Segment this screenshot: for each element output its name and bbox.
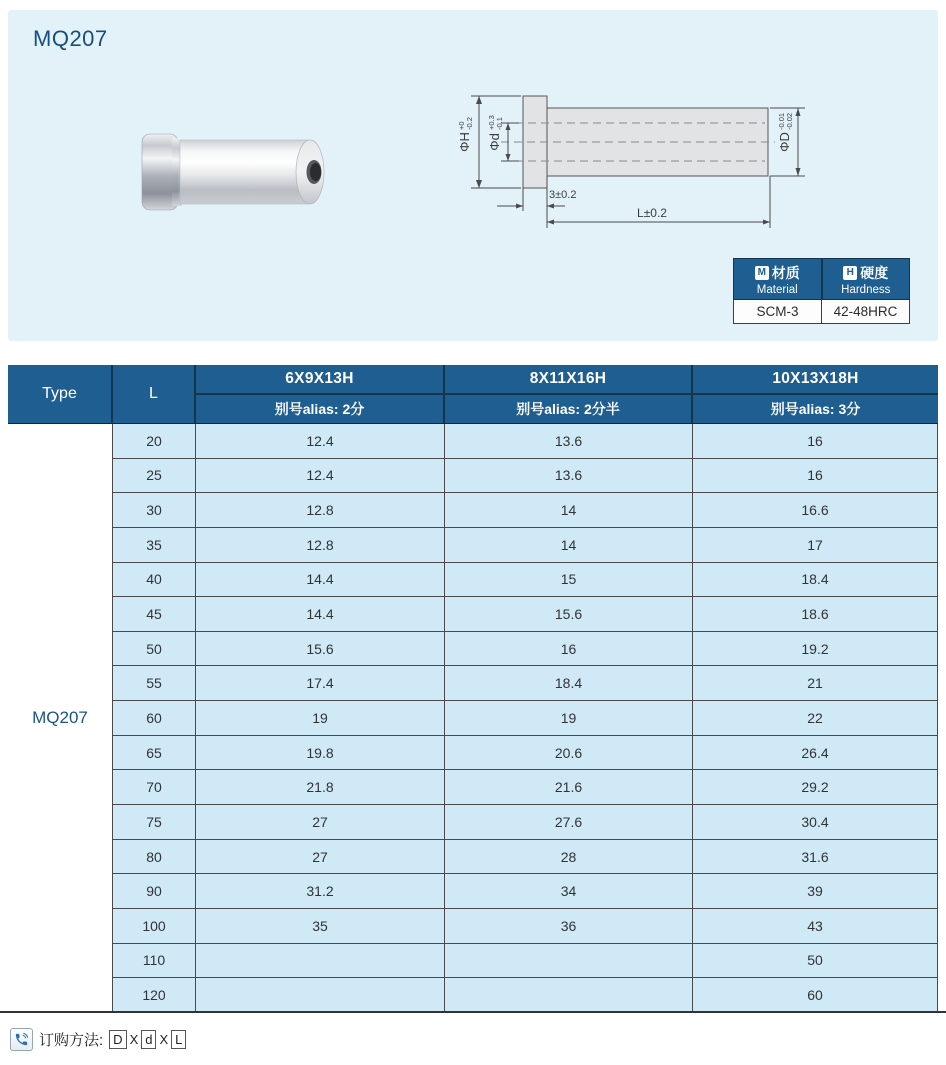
dim-value-cell: 15 [445,563,693,597]
dim-value-cell: 19.8 [196,736,445,770]
phone-icon [10,1028,33,1051]
dim-value-cell: 35 [196,909,445,943]
header-size-1: 6X9X13H [196,365,443,395]
header-alias-2: 别号alias: 2分半 [516,400,620,417]
dim-value-cell: 31.6 [693,840,938,874]
l-value-cell: 60 [113,701,196,735]
dim-value-cell: 19 [196,701,445,735]
dim-value-cell: 28 [445,840,693,874]
dim-head-diameter-label: ΦH [457,132,472,152]
dim-value-cell: 19.2 [693,632,938,666]
l-value-cell: 35 [113,528,196,562]
dim-value-cell [445,978,693,1012]
table-row [113,909,938,944]
product-photo [128,118,343,213]
dim-value-cell: 30.4 [693,805,938,839]
dim-value-cell: 19 [445,701,693,735]
l-value-cell: 90 [113,874,196,908]
l-value-cell: 70 [113,770,196,804]
order-separator: X [129,1032,139,1047]
order-formula [109,1030,186,1049]
dim-value-cell: 18.4 [693,563,938,597]
dim-value-cell: 17 [693,528,938,562]
dim-value-cell: 36 [445,909,693,943]
l-value-cell: 120 [113,978,196,1012]
l-value-cell: 20 [113,424,196,458]
dim-head-diameter-upper: +0 [457,121,466,130]
dim-value-cell: 12.4 [196,424,445,458]
hardness-header-cell [821,259,910,299]
material-label-en: Material [756,284,798,296]
dim-value-cell: 13.6 [445,459,693,493]
dim-value-cell: 43 [693,909,938,943]
table-body-rows [113,424,938,1012]
l-value-cell: 50 [113,632,196,666]
l-value-cell: 100 [113,909,196,943]
dim-value-cell: 17.4 [196,666,445,700]
dim-value-cell: 27 [196,805,445,839]
table-row [113,701,938,736]
spec-table [8,365,938,1012]
dim-value-cell: 15.6 [196,632,445,666]
dim-value-cell: 16 [445,632,693,666]
dim-length: L±0.2 [637,206,667,220]
spec-table-body [8,424,938,1012]
order-part-d: d [141,1030,156,1049]
l-value-cell: 55 [113,666,196,700]
dim-value-cell: 12.4 [196,459,445,493]
header-alias-1: 别号alias: 2分 [274,400,365,417]
dim-value-cell: 21.6 [445,770,693,804]
order-method-label: 订购方法: [39,1032,104,1049]
l-value-cell: 25 [113,459,196,493]
dim-value-cell: 21.8 [196,770,445,804]
table-row [113,874,938,909]
table-row [113,424,938,459]
order-footer [10,1028,186,1051]
table-row [113,632,938,667]
header-size-2: 8X11X16H [445,365,691,395]
dim-bore-diameter-upper: +0.3 [487,115,496,130]
header-l: L [113,365,196,423]
table-row [113,563,938,598]
table-row [113,597,938,632]
l-value-cell: 75 [113,805,196,839]
dim-value-cell: 21 [693,666,938,700]
dim-value-cell: 12.8 [196,493,445,527]
dim-value-cell: 16 [693,459,938,493]
dim-value-cell: 27.6 [445,805,693,839]
table-row [113,666,938,701]
hardness-value: 42-48HRC [822,300,910,324]
material-hardness-box [733,258,910,324]
dim-head-thickness: 3±0.2 [549,189,577,201]
dim-value-cell: 16.6 [693,493,938,527]
l-value-cell: 110 [113,944,196,978]
dim-bore-diameter-lower: -0.1 [495,117,504,130]
material-header-cell [734,259,821,299]
dim-value-cell: 22 [693,701,938,735]
table-row [113,944,938,979]
table-row [113,459,938,494]
table-row [113,978,938,1012]
dim-value-cell: 14.4 [196,597,445,631]
table-row [113,493,938,528]
section-divider [0,1011,946,1013]
l-value-cell: 40 [113,563,196,597]
dim-value-cell: 27 [196,840,445,874]
page-title: MQ207 [33,26,108,51]
table-row [113,528,938,563]
dim-value-cell: 26.4 [693,736,938,770]
dim-value-cell: 20.6 [445,736,693,770]
dim-value-cell: 16 [693,424,938,458]
header-size-3: 10X13X18H [693,365,938,395]
dim-value-cell: 14 [445,493,693,527]
spec-table-header [8,365,938,424]
material-value: SCM-3 [733,300,822,324]
material-badge: M [755,266,769,280]
header-alias-3: 别号alias: 3分 [770,400,861,417]
header-column-1 [196,365,445,423]
dim-value-cell: 34 [445,874,693,908]
dim-value-cell: 31.2 [196,874,445,908]
dim-value-cell: 15.6 [445,597,693,631]
table-row [113,770,938,805]
header-column-3 [693,365,938,423]
header-column-2 [445,365,693,423]
hardness-badge: H [843,266,857,280]
dim-value-cell: 50 [693,944,938,978]
order-part-L: L [171,1030,186,1049]
technical-drawing [445,76,815,241]
l-value-cell: 30 [113,493,196,527]
l-value-cell: 80 [113,840,196,874]
dim-body-diameter-lower: -0.02 [785,112,794,130]
table-row [113,736,938,771]
material-hardness-header [733,258,910,300]
dim-value-cell: 12.8 [196,528,445,562]
l-value-cell: 45 [113,597,196,631]
hardness-label-cn: 硬度 [860,265,889,281]
order-separator: X [159,1032,169,1047]
dim-value-cell: 14.4 [196,563,445,597]
material-hardness-values [733,300,910,324]
dim-value-cell: 14 [445,528,693,562]
dim-value-cell: 60 [693,978,938,1012]
dim-head-diameter-lower: -0.2 [465,117,474,130]
dim-body-diameter-label: ΦD [777,132,792,152]
table-row [113,840,938,875]
dim-value-cell [196,978,445,1012]
dim-bore-diameter-label: Φd [487,133,502,151]
dim-value-cell: 39 [693,874,938,908]
material-label-cn: 材质 [771,265,800,281]
top-panel [8,10,938,341]
dim-value-cell: 13.6 [445,424,693,458]
type-value-cell: MQ207 [8,424,113,1012]
table-row [113,805,938,840]
dim-value-cell: 29.2 [693,770,938,804]
dim-body-diameter-upper: -0.01 [777,112,786,130]
hardness-label-en: Hardness [841,284,891,296]
dim-value-cell [445,944,693,978]
l-value-cell: 65 [113,736,196,770]
dim-value-cell: 18.6 [693,597,938,631]
header-type: Type [8,365,113,423]
order-part-D: D [109,1030,126,1049]
dim-value-cell: 18.4 [445,666,693,700]
dim-value-cell [196,944,445,978]
